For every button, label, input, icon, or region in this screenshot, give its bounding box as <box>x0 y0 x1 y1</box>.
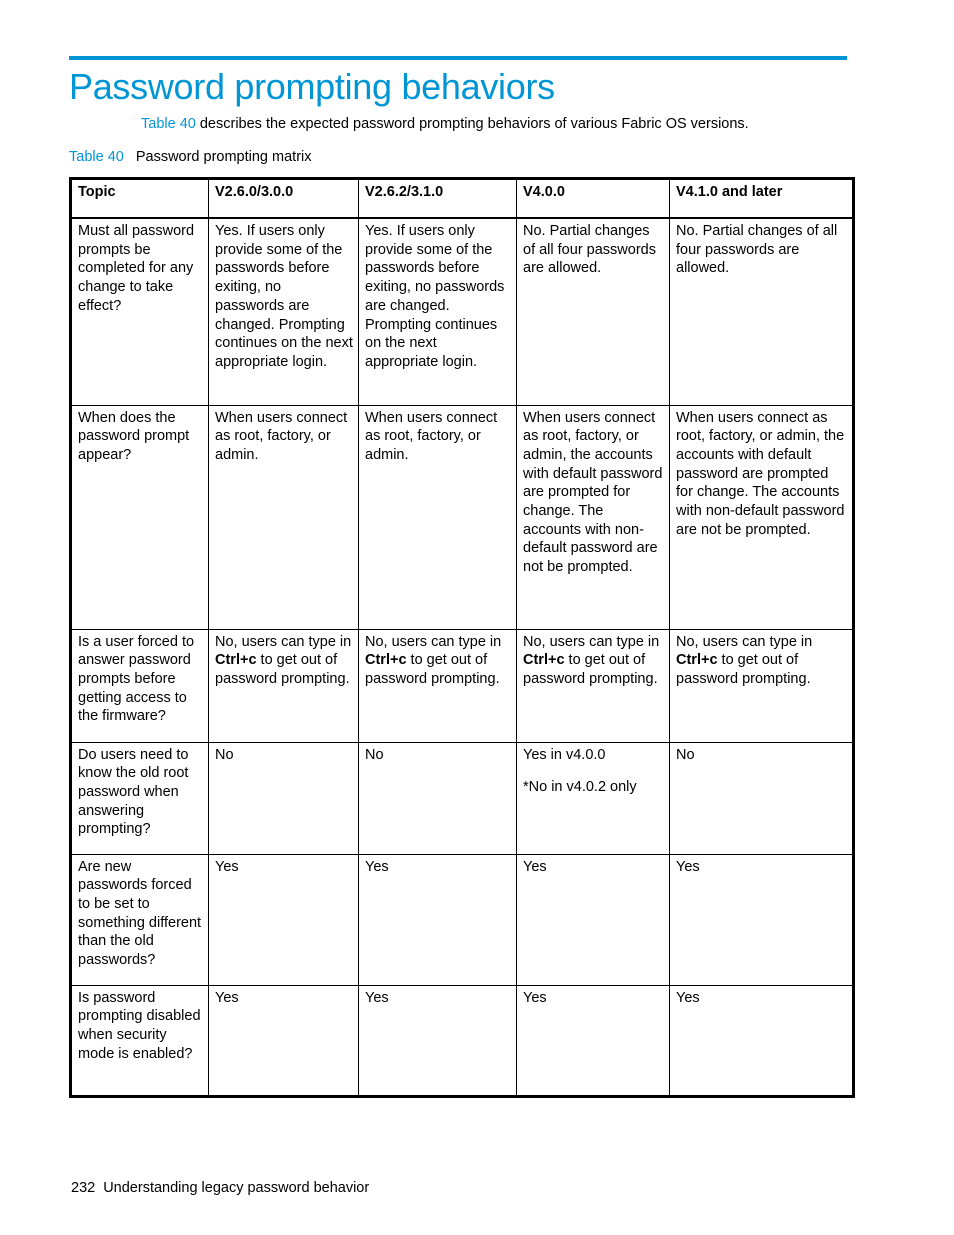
table-cell: Is a user forced to answer password prompts before getting access to the firmware? <box>71 629 209 742</box>
top-rule <box>69 56 847 60</box>
table-cell: Yes. If users only provide some of the passwords before exiting, no passwords are changed. Prompting continues on the next appropriate login. <box>209 218 359 405</box>
table-cell: No. Partial changes of all four passwords are allowed. <box>670 218 854 405</box>
footer-section-title: Understanding legacy password behavior <box>103 1180 370 1196</box>
table-cell: Yes <box>670 985 854 1096</box>
ctrl-c-keys: Ctrl+c <box>676 652 718 669</box>
table-cell: Yes <box>359 854 517 985</box>
cell-text: to get out of password prompting. <box>365 652 500 687</box>
table-cell: When users connect as root, factory, or admin. <box>209 405 359 629</box>
cell-text: No, users can type in <box>676 633 813 650</box>
table-cell: When users connect as root, factory, or admin, the accounts with default password are prompted for change. The accounts with non-default password are not be prompted. <box>517 405 670 629</box>
cell-text: to get out of password prompting. <box>215 652 350 687</box>
page-title: Password prompting behaviors <box>69 66 555 107</box>
cell-text: No, users can type in <box>215 633 352 650</box>
table-cell: Yes <box>209 854 359 985</box>
intro-text: describes the expected password prompting behaviors of various Fabric OS versions. <box>195 116 749 132</box>
cell-note: *No in v4.0.2 only <box>523 779 637 796</box>
table-cell <box>359 629 517 742</box>
column-header-v2-6-2: V2.6.2/3.1.0 <box>359 179 517 219</box>
table-cell <box>517 742 670 854</box>
cell-text: to get out of password prompting. <box>676 652 811 687</box>
table-cell <box>670 629 854 742</box>
table-link[interactable]: Table 40 <box>141 116 196 132</box>
table-cell: No <box>359 742 517 854</box>
cell-text: to get out of password prompting. <box>523 652 658 687</box>
column-header-topic: Topic <box>71 179 209 219</box>
cell-text: Yes in v4.0.0 <box>523 746 606 763</box>
table-cell <box>209 629 359 742</box>
table-cell: Yes. If users only provide some of the passwords before exiting, no passwords are changed. Prompting continues on the next appropriate login. <box>359 218 517 405</box>
table-cell: Yes <box>209 985 359 1096</box>
page-footer <box>71 1180 369 1196</box>
table-cell: When does the password prompt appear? <box>71 405 209 629</box>
table-cell: When users connect as root, factory, or admin. <box>359 405 517 629</box>
table-row <box>71 629 854 742</box>
table-cell: No <box>670 742 854 854</box>
table-row <box>71 854 854 985</box>
table-cell: Yes <box>517 854 670 985</box>
column-header-v4-0-0: V4.0.0 <box>517 179 670 219</box>
intro-paragraph <box>141 116 749 132</box>
table-cell: Must all password prompts be completed for any change to take effect? <box>71 218 209 405</box>
table-cell <box>517 629 670 742</box>
ctrl-c-keys: Ctrl+c <box>215 652 257 669</box>
cell-text: No, users can type in <box>523 633 660 650</box>
table-cell: No <box>209 742 359 854</box>
ctrl-c-keys: Ctrl+c <box>365 652 407 669</box>
table-cell: Is password prompting disabled when security mode is enabled? <box>71 985 209 1096</box>
table-row <box>71 218 854 405</box>
table-cell: When users connect as root, factory, or admin, the accounts with default password are prompted for change. The accounts with non-default password are not be prompted. <box>670 405 854 629</box>
table-row <box>71 405 854 629</box>
cell-text: No, users can type in <box>365 633 502 650</box>
table-cell: Yes <box>517 985 670 1096</box>
column-header-v2-6-0: V2.6.0/3.0.0 <box>209 179 359 219</box>
table-cell: Yes <box>670 854 854 985</box>
password-prompting-table <box>69 177 855 1098</box>
table-cell: Yes <box>359 985 517 1096</box>
table-header-row <box>71 179 854 219</box>
column-header-v4-1-0: V4.1.0 and later <box>670 179 854 219</box>
table-cell: Are new passwords forced to be set to something different than the old passwords? <box>71 854 209 985</box>
table-caption <box>69 149 312 165</box>
table-caption-label: Table 40 <box>69 149 124 165</box>
table-row <box>71 985 854 1096</box>
ctrl-c-keys: Ctrl+c <box>523 652 565 669</box>
table-row <box>71 742 854 854</box>
table-caption-text: Password prompting matrix <box>135 149 312 165</box>
table-cell: No. Partial changes of all four passwords are allowed. <box>517 218 670 405</box>
page-number: 232 <box>71 1180 96 1196</box>
table-cell: Do users need to know the old root password when answering prompting? <box>71 742 209 854</box>
